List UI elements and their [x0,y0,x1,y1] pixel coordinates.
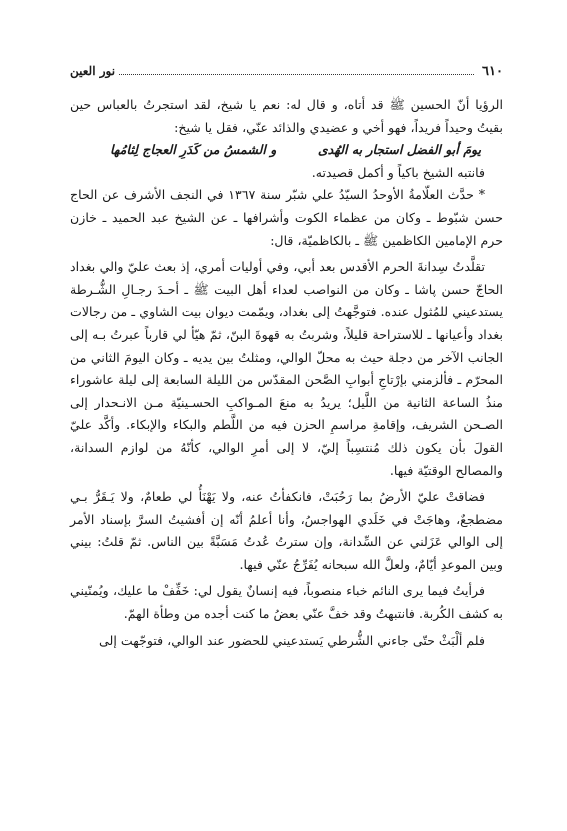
page-number: ٦١٠ [482,64,503,79]
paragraph-3: * حدَّث العلّامةُ الأوحدُ السيّدُ علي شبّر سنة ١٣٦٧ في النجف الأشرف عن الحاج حسن شبّوط ـ وكان من عظماء الكوت وأشرافها ـ عن الشيخ عبد الحميد ـ خازن حرم الإمامين الكاظمين ﷺ ـ بالكاظميّة، قال: [70,187,503,248]
book-title: نور العين [70,64,116,78]
poem-hemistich-1: يومَ أبو الفضل استجار به الهُدى [317,142,481,158]
paragraph-1: الرؤيا أنّ الحسين ﷺ قد أتاه، و قال له: نعم يا شيخ، لقد استجرتُ بالعباس حين بقيتُ وحيداً فريداً، فهو أخي و عضيدي والذائد عنّي، فقل يا شيخ: [70,97,503,135]
paragraph-4: تقلَّدتُ سِدانةَ الحرم الأقدس بعد أبي، وفي أوليات أمري، إذ بعث عليّ والي بغداد الحاجّ حسن پاشا ـ وكان من النواصب لعداء أهل البيت ﷺ ـ أحـدَ رجـالِ الشُّـرطة يستدعيني للمُثول عنده. فتوجَّهتُ إلى بغداد، ويمّمت ديوان بيت الشاوي ـ من رجالات بغداد وأعيانها ـ للاستراحة قليلاً، وشربتُ به قهوةَ البنّ، ثمّ هيّأ لي قارباً عبرتُ بـه إلى الجانب الآخر من دجلة حيث به محلّ الوالي، ومثلتُ بين يديه ـ وكان اليومَ الثاني من المحرّم ـ فألزمني بإرْتاجِ أبوابِ الصَّحن المقدّس من الليلة السابعة إلى ليلة عاشوراء منذُ الساعة الثانية من اللَّيل؛ يريدُ به منعَ المـواكبِ الحسـينيّة مـن الانـحدار إلى الصـحن الشريف، وإقامةِ مراسمِ الحزن فيه من اللَّطم والبكاء والإبكاء. وأكَّد عليّ القولَ بأن يكون ذلك مُنتسِباً إليّ، لا إلى أمرِ الوالي، كأنّهُ من لوازم السدانة، والمصالح الوقتيّة فيها. [70,259,503,478]
body-text [70,94,503,652]
paragraph-5: فضاقتْ عليّ الأرضُ بما رَحُبَتْ، فانكفأتُ عنه، ولا يَهْنَأُ لي طعامٌ، ولا يَـقَرُّ بـي مضطجعٌ، وهاجَتْ في خَلَدي الهواجسُ، وأنا أعلمُ أنّه إن أفشيتُ السرَّ بإسناد الأمر إلى الوالي عَزَلني عن السِّدانة، وإن سترتُ عُدتُ مَسَبَّةً بين الناس. ثمّ قلتُ: بيني وبين الموعدِ أيّامٌ، ولعلَّ الله سبحانه يُفَرِّجُ عنّي فيها. [70,489,503,572]
poem-verse [70,139,503,162]
poem-hemistich-2: و الشمسُ من كَدَرِ العجاج لِثامُها [110,142,277,158]
running-header [70,64,503,84]
paragraph-7: فلم ألْبَثْ حتّى جاءني الشُّرطي يَستدعيني للحضور عند الوالي، فتوجّهت إلى [99,632,485,648]
paragraph-2: فانتبه الشيخ باكياً و أكمل قصيدته. [311,164,485,180]
paragraph-6: فرأيتُ فيما يرى النائم خباء منصوباً، فيه إنسانٌ يقول لي: خَفِّفْ ما عليك، ويُمنّيني به كشف الكُربة. فانتبهتُ وقد خفَّ عنّي بعضُ ما كنت أجده من وطأة الهمّ. [70,583,503,622]
header-dot-leader [119,74,474,75]
